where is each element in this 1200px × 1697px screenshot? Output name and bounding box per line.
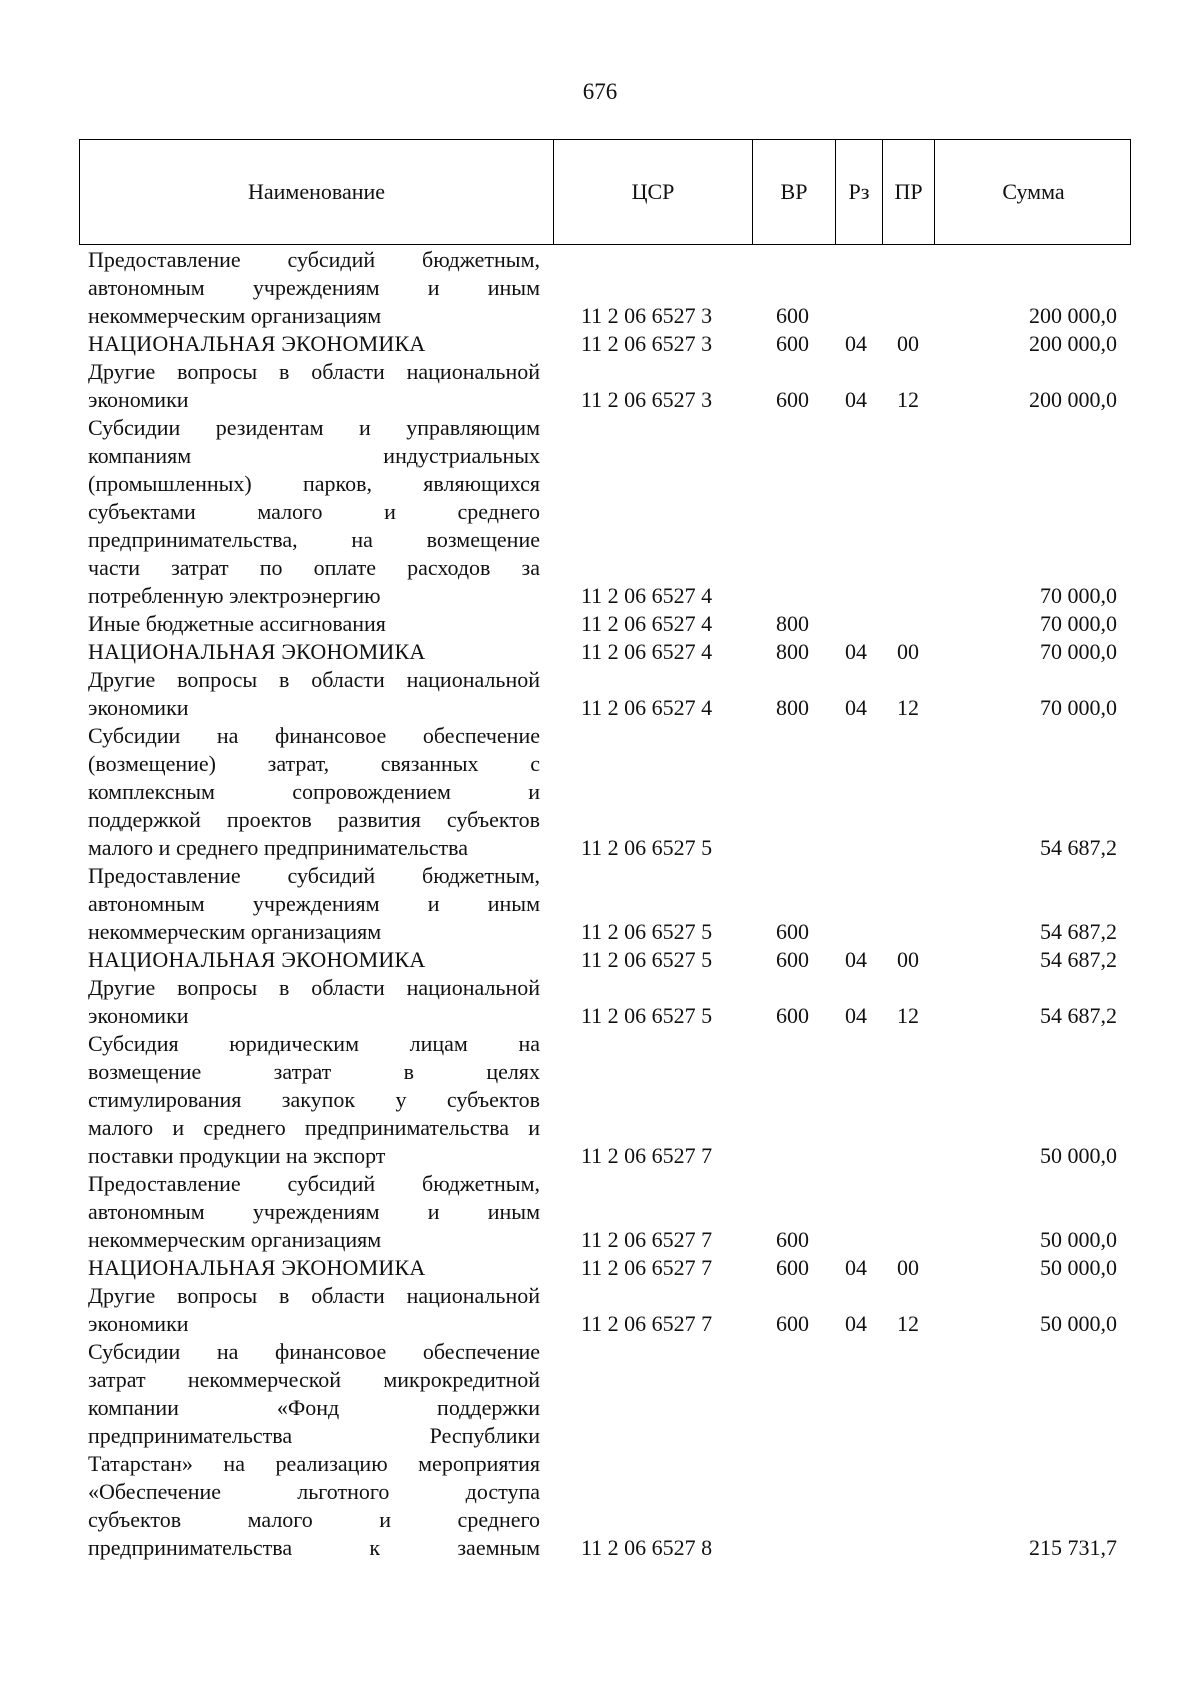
row-name [88, 610, 540, 638]
row-sum: 200 000,0 [1029, 387, 1117, 412]
row-sum: 70 000,0 [1040, 639, 1117, 664]
row-name-line: Иные бюджетные ассигнования [88, 611, 386, 636]
row-name [88, 946, 540, 974]
table-row [0, 1282, 1200, 1338]
header-rz: Рз [835, 140, 882, 244]
row-name-line: Другие вопросы в области национальной [88, 359, 540, 384]
row-sum: 54 687,2 [1040, 835, 1117, 860]
table-body [0, 246, 1200, 1562]
row-name [88, 358, 540, 414]
row-pr: 00 [897, 947, 919, 972]
row-name [88, 330, 540, 358]
row-name-line: НАЦИОНАЛЬНАЯ ЭКОНОМИКА [88, 1255, 426, 1280]
row-csr: 11 2 06 6527 7 [581, 1143, 713, 1168]
row-sum: 54 687,2 [1040, 1003, 1117, 1028]
row-vr: 800 [776, 611, 809, 636]
row-sum: 50 000,0 [1040, 1255, 1117, 1280]
row-rz: 04 [845, 695, 867, 720]
table-row [0, 862, 1200, 946]
table-row [0, 610, 1200, 638]
row-pr: 00 [897, 639, 919, 664]
table-row [0, 722, 1200, 862]
row-name-line: предпринимательства Республики [88, 1423, 540, 1448]
row-csr: 11 2 06 6527 5 [581, 835, 713, 860]
row-sum: 50 000,0 [1040, 1227, 1117, 1252]
row-name-line: предпринимательства к заемным [88, 1535, 540, 1560]
row-vr: 600 [776, 1255, 809, 1280]
table-row [0, 1170, 1200, 1254]
row-name [88, 1170, 540, 1254]
row-sum: 215 731,7 [1029, 1535, 1117, 1560]
row-pr: 12 [897, 695, 919, 720]
row-csr: 11 2 06 6527 5 [581, 1003, 713, 1028]
row-rz: 04 [845, 639, 867, 664]
row-name-line: экономики [88, 695, 189, 720]
row-csr: 11 2 06 6527 4 [581, 611, 713, 636]
row-csr: 11 2 06 6527 7 [581, 1255, 713, 1280]
row-rz: 04 [845, 1311, 867, 1336]
row-name [88, 722, 540, 862]
row-name-line: компании «Фонд поддержки [88, 1395, 540, 1420]
row-vr: 600 [776, 387, 809, 412]
row-csr: 11 2 06 6527 3 [581, 331, 713, 356]
table-row [0, 638, 1200, 666]
row-name-line: затрат некоммерческой микрокредитной [88, 1367, 540, 1392]
row-name-line: Другие вопросы в области национальной [88, 667, 540, 692]
header-pr: ПР [882, 140, 934, 244]
row-sum: 200 000,0 [1029, 303, 1117, 328]
row-name-line: некоммерческим организациям [88, 919, 382, 944]
row-rz: 04 [845, 387, 867, 412]
row-name-line: автономным учреждениям и иным [88, 275, 540, 300]
row-name-line: некоммерческим организациям [88, 303, 382, 328]
row-csr: 11 2 06 6527 4 [581, 695, 713, 720]
row-vr: 600 [776, 303, 809, 328]
row-vr: 600 [776, 1227, 809, 1252]
row-name-line: комплексным сопровождением и [88, 779, 540, 804]
row-name-line: Субсидии на финансовое обеспечение [88, 1339, 540, 1364]
row-name-line: Другие вопросы в области национальной [88, 1283, 540, 1308]
row-name-line: компаниям индустриальных [88, 443, 540, 468]
row-rz: 04 [845, 1255, 867, 1280]
row-vr: 800 [776, 695, 809, 720]
row-vr: 600 [776, 331, 809, 356]
row-name-line: НАЦИОНАЛЬНАЯ ЭКОНОМИКА [88, 331, 426, 356]
row-pr: 12 [897, 1311, 919, 1336]
row-vr: 600 [776, 947, 809, 972]
table-header [79, 139, 1131, 245]
row-pr: 00 [897, 331, 919, 356]
row-vr: 600 [776, 1003, 809, 1028]
row-sum: 50 000,0 [1040, 1311, 1117, 1336]
row-sum: 50 000,0 [1040, 1143, 1117, 1168]
row-pr: 12 [897, 387, 919, 412]
row-csr: 11 2 06 6527 7 [581, 1227, 713, 1252]
row-name-line: малого и среднего предпринимательства и [88, 1115, 540, 1140]
row-pr: 12 [897, 1003, 919, 1028]
row-csr: 11 2 06 6527 3 [581, 303, 713, 328]
row-name-line: возмещение затрат в целях [88, 1059, 540, 1084]
table-row [0, 246, 1200, 330]
row-name-line: Предоставление субсидий бюджетным, [88, 1171, 540, 1196]
table-row [0, 1254, 1200, 1282]
table-row [0, 1338, 1200, 1562]
row-name-line: некоммерческим организациям [88, 1227, 382, 1252]
row-name [88, 638, 540, 666]
row-rz: 04 [845, 947, 867, 972]
row-rz: 04 [845, 331, 867, 356]
row-name [88, 666, 540, 722]
row-csr: 11 2 06 6527 8 [581, 1535, 713, 1560]
row-name-line: предпринимательства, на возмещение [88, 527, 540, 552]
row-name-line: (возмещение) затрат, связанных с [88, 751, 540, 776]
header-vr: ВР [752, 140, 835, 244]
row-name [88, 414, 540, 610]
row-name-line: (промышленных) парков, являющихся [88, 471, 540, 496]
row-sum: 70 000,0 [1040, 583, 1117, 608]
row-sum: 70 000,0 [1040, 611, 1117, 636]
header-name: Наименование [247, 179, 386, 204]
row-csr: 11 2 06 6527 7 [581, 1311, 713, 1336]
row-sum: 70 000,0 [1040, 695, 1117, 720]
row-name-line: НАЦИОНАЛЬНАЯ ЭКОНОМИКА [88, 947, 426, 972]
table-row [0, 1030, 1200, 1170]
row-name-line: Субсидия юридическим лицам на [88, 1031, 540, 1056]
table-row [0, 330, 1200, 358]
row-name [88, 862, 540, 946]
page-number-text: 676 [582, 79, 618, 104]
row-vr: 600 [776, 1311, 809, 1336]
row-pr: 00 [897, 1255, 919, 1280]
row-name-line: поставки продукции на экспорт [88, 1143, 386, 1168]
row-name-line: потребленную электроэнергию [88, 583, 381, 608]
row-name-line: субъектов малого и среднего [88, 1507, 540, 1532]
row-vr: 800 [776, 639, 809, 664]
row-name-line: Субсидии на финансовое обеспечение [88, 723, 540, 748]
row-name-line: субъектами малого и среднего [88, 499, 540, 524]
row-sum: 54 687,2 [1040, 919, 1117, 944]
row-name-line: Татарстан» на реализацию мероприятия [88, 1451, 540, 1476]
row-name-line: экономики [88, 1003, 189, 1028]
row-name-line: Субсидии резидентам и управляющим [88, 415, 540, 440]
row-name-line: малого и среднего предпринимательства [88, 835, 469, 860]
row-name [88, 974, 540, 1030]
row-name [88, 246, 540, 330]
table-row [0, 414, 1200, 610]
table-row [0, 666, 1200, 722]
row-name-line: Предоставление субсидий бюджетным, [88, 247, 540, 272]
row-csr: 11 2 06 6527 4 [581, 639, 713, 664]
row-name-line: стимулирования закупок у субъектов [88, 1087, 540, 1112]
row-name-line: «Обеспечение льготного доступа [88, 1479, 540, 1504]
row-vr: 600 [776, 919, 809, 944]
row-csr: 11 2 06 6527 4 [581, 583, 713, 608]
row-name-line: Другие вопросы в области национальной [88, 975, 540, 1000]
row-sum: 54 687,2 [1040, 947, 1117, 972]
row-name-line: поддержкой проектов развития субъектов [88, 807, 540, 832]
table-row [0, 358, 1200, 414]
row-csr: 11 2 06 6527 5 [581, 947, 713, 972]
row-name-line: Предоставление субсидий бюджетным, [88, 863, 540, 888]
row-name [88, 1254, 540, 1282]
row-csr: 11 2 06 6527 3 [581, 387, 713, 412]
page-number [0, 78, 1200, 106]
header-sum: Сумма [934, 140, 1132, 244]
row-name [88, 1338, 540, 1562]
row-name-line: автономным учреждениям и иным [88, 891, 540, 916]
row-name-line: экономики [88, 387, 189, 412]
row-csr: 11 2 06 6527 5 [581, 919, 713, 944]
row-rz: 04 [845, 1003, 867, 1028]
row-name-line: НАЦИОНАЛЬНАЯ ЭКОНОМИКА [88, 639, 426, 664]
row-name-line: автономным учреждениям и иным [88, 1199, 540, 1224]
row-name-line: экономики [88, 1311, 189, 1336]
row-name [88, 1030, 540, 1170]
header-csr: ЦСР [553, 140, 752, 244]
row-sum: 200 000,0 [1029, 331, 1117, 356]
row-name-line: части затрат по оплате расходов за [88, 555, 540, 580]
table-row [0, 974, 1200, 1030]
table-row [0, 946, 1200, 974]
row-name [88, 1282, 540, 1338]
